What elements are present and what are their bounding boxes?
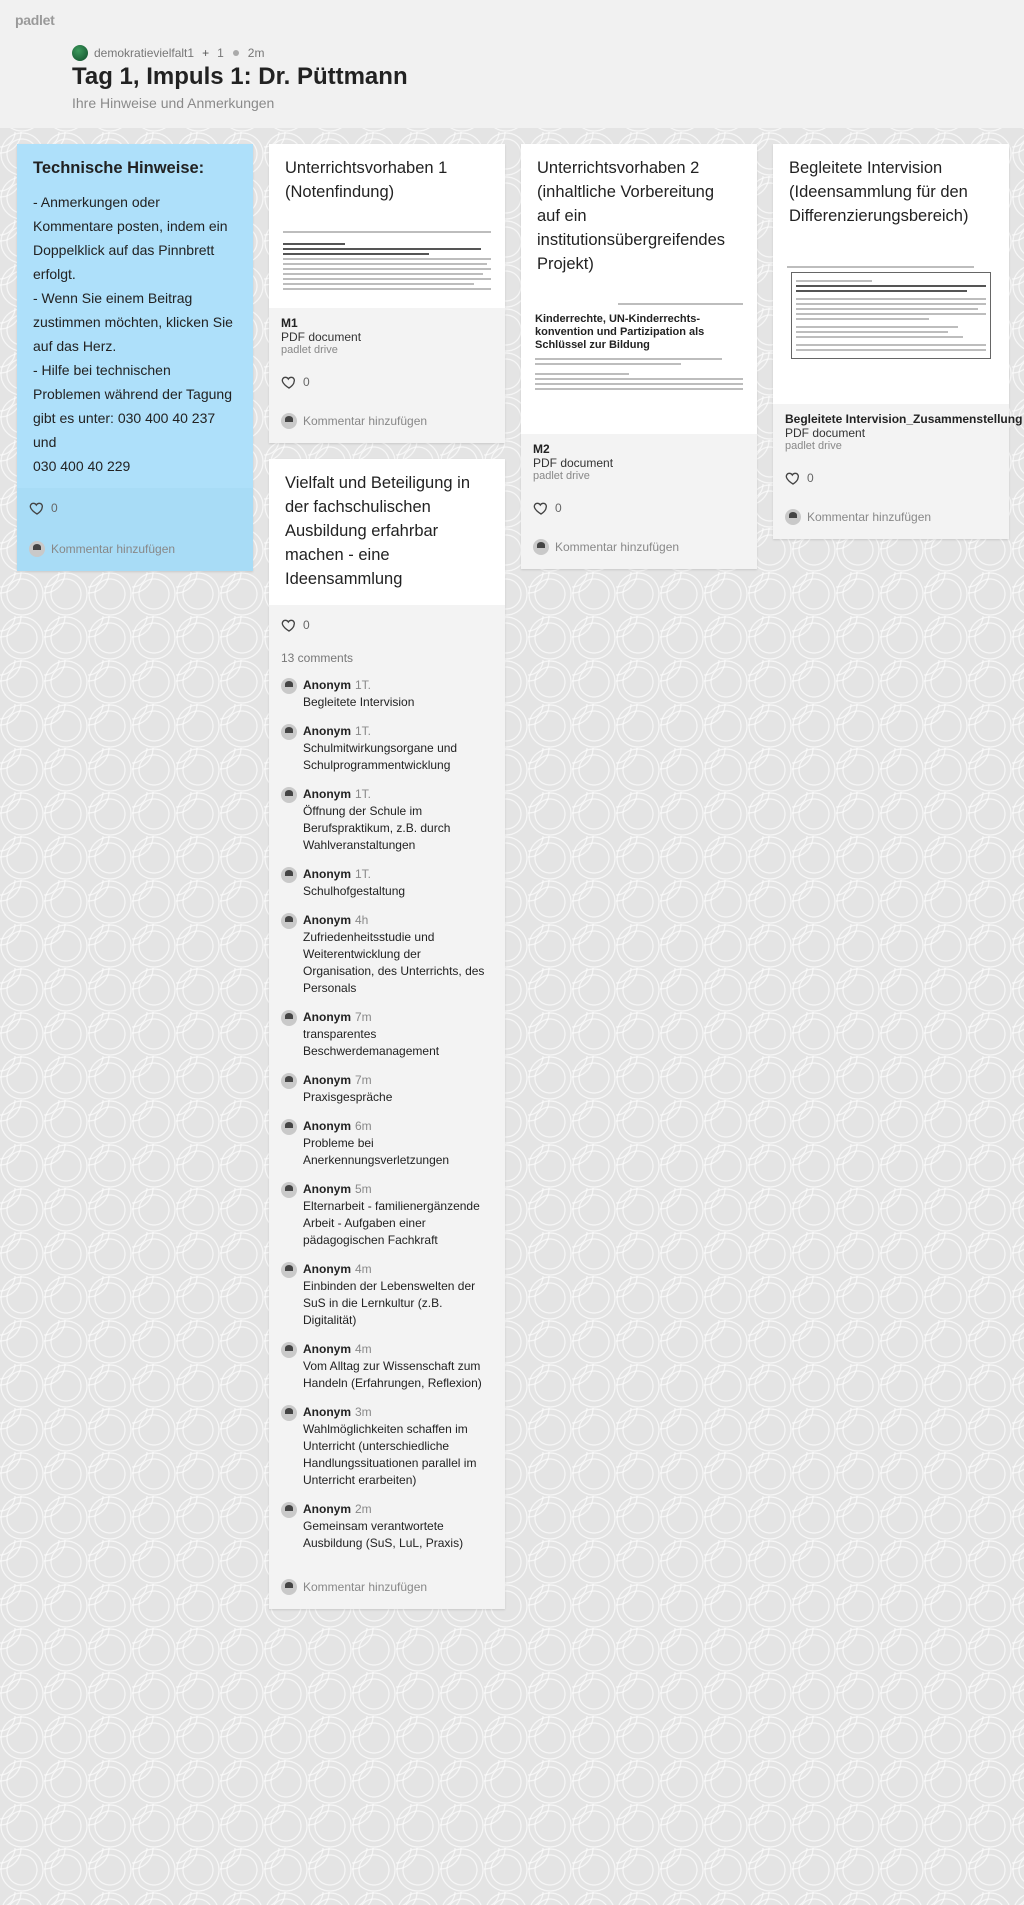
- like-count: 0: [303, 618, 310, 632]
- comment-time: 1T.: [355, 787, 372, 801]
- comment-item: [269, 1110, 505, 1173]
- comment-time: 7m: [355, 1073, 372, 1087]
- add-comment-label: Kommentar hinzufügen: [51, 541, 176, 556]
- comment-item: [269, 904, 505, 1001]
- attachment-source: padlet drive: [785, 440, 842, 452]
- author-avatar[interactable]: [72, 45, 88, 61]
- comment-time: 1T.: [355, 867, 372, 881]
- like-row: [773, 462, 1009, 494]
- user-avatar-icon: [281, 1502, 297, 1518]
- heart-icon[interactable]: [281, 617, 297, 633]
- user-avatar-icon: [281, 787, 297, 803]
- attachment-info[interactable]: [521, 434, 757, 492]
- comment-item: [269, 1064, 505, 1110]
- user-avatar-icon: [281, 1010, 297, 1026]
- comment-author: Anonym: [303, 724, 351, 738]
- post-title: Begleitete Intervision (Ideensammlung für den Differenzierungsbereich): [789, 159, 969, 225]
- comment-time: 7m: [355, 1010, 372, 1024]
- comment-item: [269, 1253, 505, 1333]
- comment-time: 5m: [355, 1182, 372, 1196]
- add-comment[interactable]: [773, 494, 1009, 539]
- comment-item: [269, 715, 505, 778]
- column-1: [17, 144, 253, 571]
- like-row: [17, 488, 253, 528]
- heart-icon[interactable]: [29, 500, 45, 516]
- attachment-source: padlet drive: [533, 470, 590, 482]
- heart-icon[interactable]: [785, 470, 801, 486]
- comment-text: Schulmitwirkungsorgane und Schulprogrammentwicklung: [303, 741, 458, 772]
- pdf-preview[interactable]: [773, 242, 1009, 404]
- user-avatar-icon: [281, 1262, 297, 1278]
- comment-time: 4h: [355, 913, 369, 927]
- post-card-unterrichtsvorhaben-1[interactable]: [269, 144, 505, 443]
- add-comment-label: Kommentar hinzufügen: [555, 539, 680, 554]
- comment-author: Anonym: [303, 1342, 351, 1356]
- comment-item: [269, 1396, 505, 1493]
- user-avatar-icon: [281, 913, 297, 929]
- comment-time: 6m: [355, 1119, 372, 1133]
- pdf-preview[interactable]: [269, 218, 505, 308]
- comment-author: Anonym: [303, 1010, 351, 1024]
- comment-item: [269, 1173, 505, 1253]
- attachment-name: M2: [533, 442, 550, 456]
- user-avatar-icon: [29, 541, 45, 557]
- post-card-begleitete-intervision[interactable]: [773, 144, 1023, 539]
- comment-author: Anonym: [303, 1119, 351, 1133]
- user-avatar-icon: [281, 867, 297, 883]
- comment-time: 1T.: [355, 678, 372, 692]
- pdf-heading: Kinderrechte, UN-Kinderrechts-konvention und Partizipation als Schlüssel zur Bildung: [535, 313, 705, 351]
- comment-time: 4m: [355, 1342, 372, 1356]
- comment-text: transparentes Beschwerdemanagement: [303, 1027, 440, 1058]
- comment-text: Gemeinsam verantwortete Ausbildung (SuS, LuL, Praxis): [303, 1519, 464, 1550]
- comment-text: Zufriedenheitsstudie und Weiterentwicklung der Organisation, des Unterrichts, des Personals: [303, 930, 485, 995]
- like-count: 0: [807, 471, 814, 485]
- add-comment[interactable]: [521, 524, 757, 569]
- like-count: 0: [303, 375, 310, 389]
- comment-item: [269, 1333, 505, 1396]
- comment-author: Anonym: [303, 1502, 351, 1516]
- comment-author: Anonym: [303, 1262, 351, 1276]
- add-comment[interactable]: [17, 528, 253, 571]
- attachment-type: PDF document: [785, 426, 866, 440]
- user-avatar-icon: [281, 1073, 297, 1089]
- post-title: Vielfalt und Beteiligung in der fachschulischen Ausbildung erfahrbar machen - eine Ideensammlung: [285, 474, 470, 588]
- comment-time: 2m: [355, 1502, 372, 1516]
- add-comment[interactable]: [269, 1556, 505, 1609]
- column-3: [521, 144, 757, 569]
- attachment-name: M1: [281, 316, 298, 330]
- like-count: 0: [51, 501, 58, 515]
- comment-author: Anonym: [303, 678, 351, 692]
- comment-item: [269, 1493, 505, 1556]
- post-body: - Anmerkungen oder Kommentare posten, indem ein Doppelklick auf das Pinnbrett erfolgt. - Wenn Sie einem Beitrag zustimmen möchten, klicken Sie auf das Herz. - Hilfe bei technischen Problemen während der Tagung gibt es unter: 030 400 40 237 und 030 400 40 229: [33, 194, 233, 474]
- column-4: [773, 144, 1023, 539]
- user-avatar-icon: [281, 724, 297, 740]
- heart-icon[interactable]: [281, 374, 297, 390]
- heart-icon[interactable]: [533, 500, 549, 516]
- like-row: [269, 366, 505, 398]
- like-row: [521, 492, 757, 524]
- post-card-vielfalt-und-beteiligung[interactable]: [269, 459, 505, 1609]
- add-comment-label: Kommentar hinzufügen: [303, 1579, 428, 1594]
- comment-text: Schulhofgestaltung: [303, 884, 406, 898]
- author-name[interactable]: demokratievielfalt1: [94, 46, 195, 60]
- dot-separator: [233, 50, 239, 56]
- comment-item: [269, 669, 505, 715]
- user-avatar-icon: [533, 539, 549, 555]
- like-row: [269, 609, 505, 641]
- comment-text: Probleme bei Anerkennungsverletzungen: [303, 1136, 450, 1167]
- comment-author: Anonym: [303, 1073, 351, 1087]
- post-title: Unterrichtsvorhaben 2 (inhaltliche Vorbereitung auf ein institutionsübergreifendes Projekt): [537, 159, 726, 273]
- header-bar: [0, 0, 1024, 128]
- user-avatar-icon: [281, 1579, 297, 1595]
- board-age: 2m: [247, 46, 265, 60]
- pdf-preview[interactable]: [521, 290, 757, 434]
- comment-author: Anonym: [303, 867, 351, 881]
- post-title: Technische Hinweise:: [33, 159, 205, 177]
- user-avatar-icon: [281, 1405, 297, 1421]
- comment-text: Praxisgespräche: [303, 1090, 393, 1104]
- comment-item: [269, 1001, 505, 1064]
- user-avatar-icon: [281, 1182, 297, 1198]
- attachment-type: PDF document: [533, 456, 614, 470]
- comment-text: Elternarbeit - familienergänzende Arbeit - Aufgaben einer pädagogischen Fachkraft: [303, 1199, 480, 1247]
- plus-icon: +: [202, 46, 210, 60]
- padlet-logo[interactable]: padlet: [15, 12, 55, 28]
- user-avatar-icon: [281, 1119, 297, 1135]
- comment-text: Begleitete Intervision: [303, 695, 415, 709]
- column-2: [269, 144, 505, 1609]
- add-comment-label: Kommentar hinzufügen: [303, 413, 428, 428]
- page-title: Tag 1, Impuls 1: Dr. Püttmann: [72, 63, 408, 90]
- comment-count[interactable]: 13 comments: [281, 651, 354, 665]
- page-subtitle: Ihre Hinweise und Anmerkungen: [72, 95, 275, 111]
- user-avatar-icon: [281, 678, 297, 694]
- add-comment[interactable]: [269, 398, 505, 443]
- comment-time: 3m: [355, 1405, 372, 1419]
- post-title: Unterrichtsvorhaben 1 (Notenfindung): [285, 159, 448, 201]
- comment-time: 4m: [355, 1262, 372, 1276]
- post-card-technische-hinweise[interactable]: [17, 144, 253, 571]
- comment-text: Vom Alltag zur Wissenschaft zum Handeln (Erfahrungen, Reflexion): [303, 1359, 482, 1390]
- comment-time: 1T.: [355, 724, 372, 738]
- attachment-source: padlet drive: [281, 344, 338, 356]
- comment-author: Anonym: [303, 787, 351, 801]
- add-comment-label: Kommentar hinzufügen: [807, 509, 932, 524]
- comment-text: Öffnung der Schule im Berufspraktikum, z.B. durch Wahlveranstaltungen: [303, 804, 451, 852]
- attachment-name: Begleitete Intervision_Zusammenstellung: [785, 412, 1023, 426]
- post-card-unterrichtsvorhaben-2[interactable]: [521, 144, 757, 569]
- like-count: 0: [555, 501, 562, 515]
- attachment-info[interactable]: [269, 308, 505, 366]
- user-avatar-icon: [281, 413, 297, 429]
- comment-text: Wahlmöglichkeiten schaffen im Unterricht (unterschiedliche Handlungssituationen parallel im Unterricht erarbeiten): [303, 1422, 477, 1487]
- comment-item: [269, 778, 505, 858]
- comment-text: Einbinden der Lebenswelten der SuS in die Lernkultur (z.B. Digitalität): [303, 1279, 476, 1327]
- user-avatar-icon: [785, 509, 801, 525]
- comment-author: Anonym: [303, 1405, 351, 1419]
- attachment-info[interactable]: [773, 404, 1023, 462]
- comment-author: Anonym: [303, 913, 351, 927]
- comment-author: Anonym: [303, 1182, 351, 1196]
- board-meta: [72, 45, 264, 61]
- contributor-count: 1: [217, 46, 224, 60]
- user-avatar-icon: [281, 1342, 297, 1358]
- attachment-type: PDF document: [281, 330, 362, 344]
- comment-item: [269, 858, 505, 904]
- comment-list: [269, 669, 505, 1556]
